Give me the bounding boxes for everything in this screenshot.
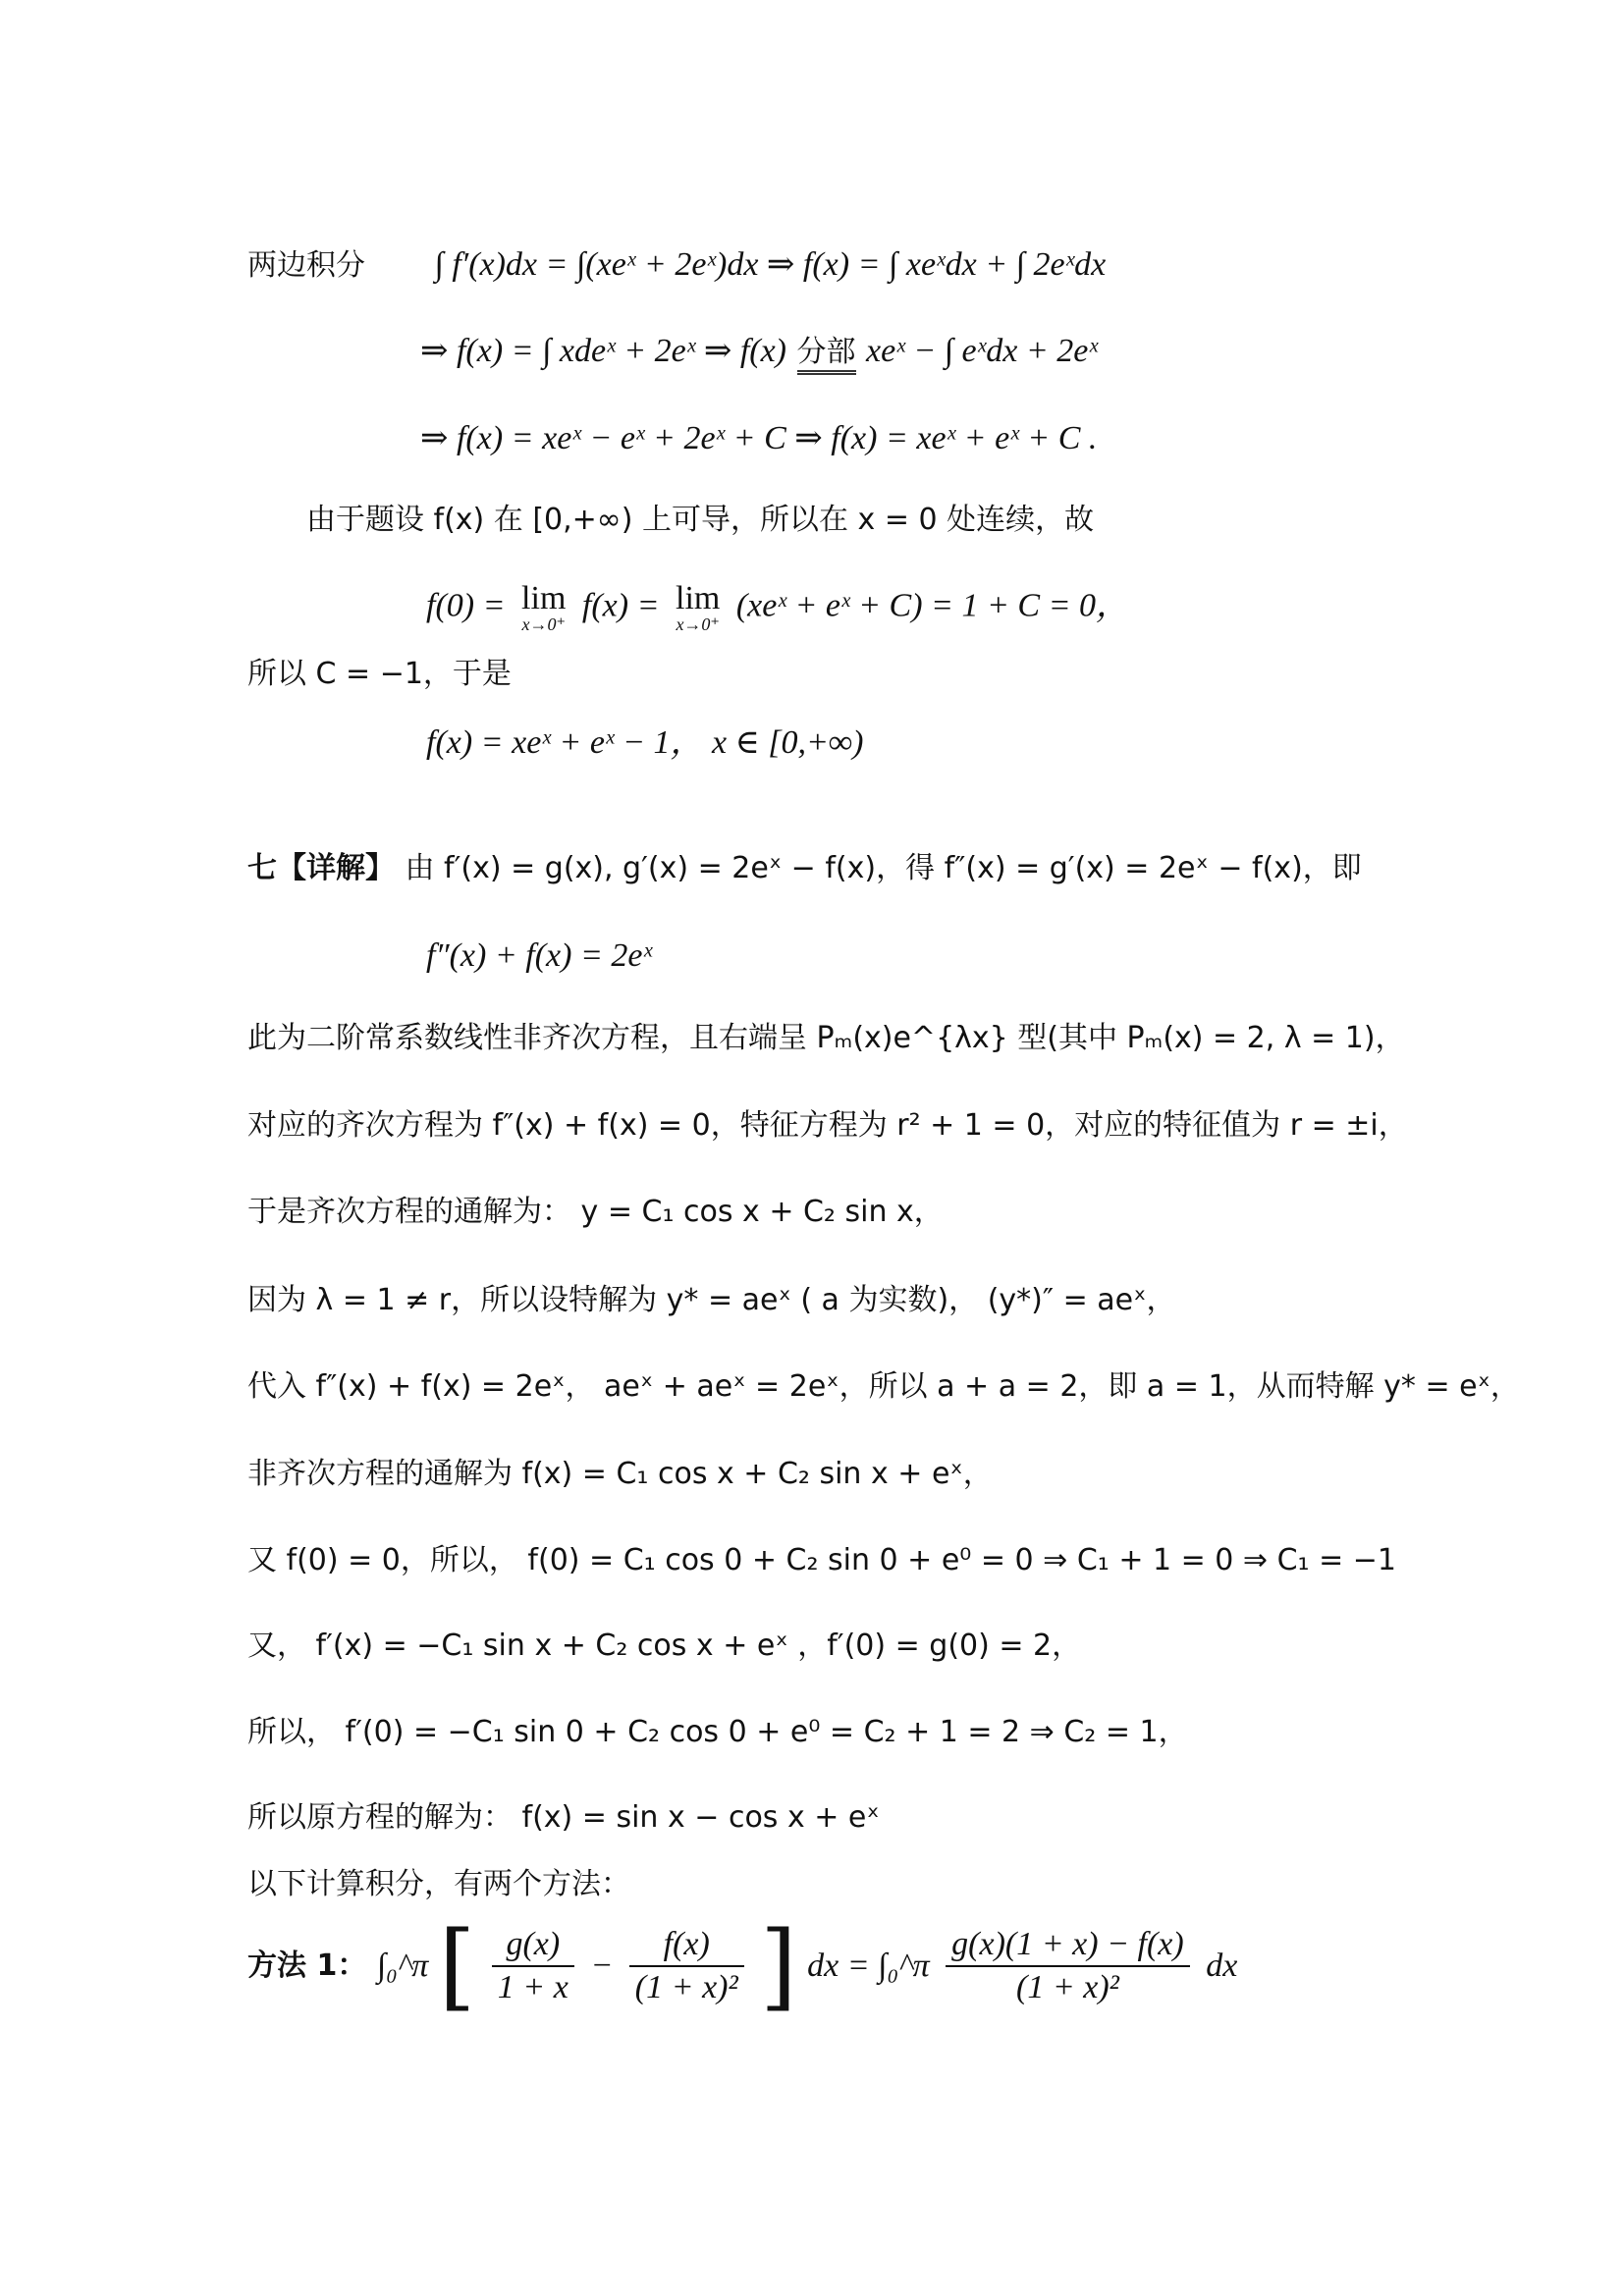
equation-part-a: ⇒ f(x) = ∫ xdeˣ + 2eˣ ⇒ f(x) <box>420 333 787 369</box>
fraction-3-numerator: g(x)(1 + x) − f(x) <box>951 1926 1184 1962</box>
method-1-label: 方法 1： <box>247 1949 367 1983</box>
line-characteristic-equation: 对应的齐次方程为 f″(x) + f(x) = 0，特征方程为 r² + 1 = 0，对应的特征值为 r = ±i， <box>247 1108 1408 1143</box>
limit-rhs: (xeˣ + eˣ + C) = 1 + C = 0， <box>735 587 1130 624</box>
line-limit-equation <box>426 581 1129 633</box>
line-nonhomogeneous-general-solution: 非齐次方程的通解为 f(x) = C₁ cos x + C₂ sin x + eˣ， <box>247 1457 993 1491</box>
line-ode-type: 此为二阶常系数线性非齐次方程，且右端呈 Pₘ(x)e^{λx} 型(其中 Pₘ(x) = 2, λ = 1)， <box>247 1021 1405 1055</box>
line-homogeneous-general-solution: 于是齐次方程的通解为： y = C₁ cos x + C₂ sin x， <box>247 1195 944 1229</box>
fraction-1-numerator: g(x) <box>506 1926 561 1962</box>
limit-lhs: f(0) = <box>426 587 506 624</box>
limit-operator-2 <box>676 581 720 633</box>
line-substitution: 代入 f″(x) + f(x) = 2eˣ， aeˣ + aeˣ = 2eˣ，所以 a + a = 2，即 a = 1，从而特解 y* = eˣ， <box>247 1369 1520 1404</box>
line-ode: f″(x) + f(x) = 2eˣ <box>426 937 653 974</box>
line-continuity-statement: 由于题设 f(x) 在 [0,+∞) 上可导，所以在 x = 0 处连续，故 <box>306 503 1095 537</box>
label-integrate: 两边积分 <box>247 248 365 283</box>
lim-sub-1: x→0⁺ <box>521 614 566 634</box>
fraction-2-numerator: f(x) <box>663 1926 710 1962</box>
line-constant-value: 所以 C = −1，于是 <box>247 657 512 691</box>
line-method-1 <box>247 1911 1238 2021</box>
line-integrate-both-sides <box>247 247 1106 282</box>
minus-sign: − <box>590 1948 614 1984</box>
fraction-combined <box>946 1928 1190 2004</box>
problem-7-text: 由 f′(x) = g(x), g′(x) = 2eˣ − f(x)，得 f″(x) = g′(x) = 2eˣ − f(x)，即 <box>405 851 1362 885</box>
line-original-solution: 所以原方程的解为： f(x) = sin x − cos x + eˣ <box>247 1800 880 1835</box>
equation-integral: ∫ f′(x)dx = ∫(xeˣ + 2eˣ)dx ⇒ f(x) = ∫ xeˣdx + ∫ 2eˣdx <box>434 246 1107 283</box>
lim-sub-2: x→0⁺ <box>676 614 720 634</box>
integral-dx: dx <box>1206 1948 1238 1984</box>
equation-part-b: xeˣ − ∫ eˣdx + 2eˣ <box>866 333 1098 369</box>
fraction-2-denominator: (1 + x)² <box>629 1965 744 2004</box>
left-bracket: [ <box>438 1911 476 2021</box>
line-initial-condition-c2: 所以， f′(0) = −C₁ sin 0 + C₂ cos 0 + e⁰ = C₂ + 1 = 2 ⇒ C₂ = 1， <box>247 1715 1188 1749</box>
line-problem-7-heading <box>247 850 1362 883</box>
line-initial-condition-c1: 又 f(0) = 0，所以， f(0) = C₁ cos 0 + C₂ sin 0 + e⁰ = 0 ⇒ C₁ + 1 = 0 ⇒ C₁ = −1 <box>247 1543 1396 1577</box>
fraction-g-over-1px <box>492 1928 574 2004</box>
line-particular-solution-form: 因为 λ = 1 ≠ r，所以设特解为 y* = aeˣ ( a 为实数)， (y*)″ = aeˣ， <box>247 1283 1176 1317</box>
problem-7-label: 七【详解】 <box>247 851 395 885</box>
integral-sign-1: ∫₀^π <box>376 1948 429 1984</box>
line-result-with-constant: ⇒ f(x) = xeˣ − eˣ + 2eˣ + C ⇒ f(x) = xeˣ + eˣ + C . <box>420 420 1098 456</box>
integral-middle: dx = ∫₀^π <box>807 1948 930 1984</box>
lim-text-2: lim <box>676 580 721 616</box>
fraction-1-denominator: 1 + x <box>492 1965 574 2004</box>
fraction-f-over-1px-squared <box>629 1928 744 2004</box>
line-derivative: 又， f′(x) = −C₁ sin x + C₂ cos x + eˣ ，f′(0) = g(0) = 2， <box>247 1629 1082 1663</box>
fraction-3-denominator: (1 + x)² <box>946 1965 1190 2004</box>
limit-mid: f(x) = <box>581 587 660 624</box>
line-final-f-solution: f(x) = xeˣ + eˣ − 1， x ∈ [0,+∞) <box>426 724 864 761</box>
underlined-by-parts: 分部 <box>797 335 856 375</box>
right-bracket: ] <box>760 1911 797 2021</box>
limit-operator-1 <box>521 581 566 633</box>
lim-text-1: lim <box>521 580 567 616</box>
line-integration-by-parts <box>420 334 1098 368</box>
line-compute-integral-intro: 以下计算积分，有两个方法： <box>247 1867 630 1901</box>
